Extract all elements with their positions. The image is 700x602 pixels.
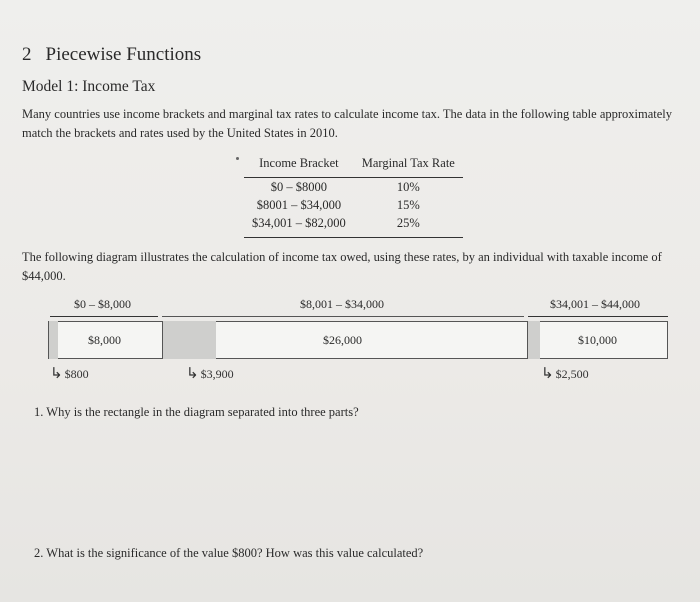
bracket-cell: $0 – $8000 xyxy=(270,180,327,194)
bracket-label-1: $0 – $8,000 xyxy=(74,297,131,311)
question-1: 1. Why is the rectangle in the diagram separated into three parts? xyxy=(34,405,359,419)
bullet-dot xyxy=(236,157,239,160)
table-header-row xyxy=(244,154,463,178)
bracket-label-3: $34,001 – $44,000 xyxy=(550,297,640,311)
tax-callout-1 xyxy=(50,364,89,382)
table-row xyxy=(244,178,463,197)
bracket-cell: $34,001 – $82,000 xyxy=(244,214,354,238)
segment-amount-1: $8,000 xyxy=(88,333,121,347)
question-2: 2. What is the significance of the value $800? How was this value calculated? xyxy=(34,546,424,560)
bracket-line-1 xyxy=(50,316,158,317)
tax-rate-table xyxy=(244,154,463,238)
corner-arrow-icon: ↳ xyxy=(186,364,199,382)
table-row xyxy=(244,214,463,238)
bracket-line-2 xyxy=(162,316,524,317)
column-header-income-bracket: Income Bracket xyxy=(244,154,354,178)
rate-cell: 15% xyxy=(396,198,420,212)
diagram-intro-paragraph: The following diagram illustrates the calculation of income tax owed, using these rates, by an individual with taxable income of $44,000. xyxy=(22,250,662,283)
segment-amount-3: $10,000 xyxy=(578,333,617,347)
intro-paragraph: Many countries use income brackets and marginal tax rates to calculate income tax. The data in the following table approximately match the brackets and rates used by the United States in 2010. xyxy=(22,107,673,140)
tax-amount-2: $3,900 xyxy=(200,367,234,381)
bracket-label-2: $8,001 – $34,000 xyxy=(300,297,384,311)
section-number: 2 xyxy=(22,44,32,65)
bracket-line-3 xyxy=(528,316,668,317)
tax-shade-3 xyxy=(528,321,540,359)
corner-arrow-icon: ↳ xyxy=(50,364,63,382)
model-title: Model 1: Income Tax xyxy=(22,78,156,95)
corner-arrow-icon: ↳ xyxy=(541,364,554,382)
segment-divider-2 xyxy=(527,321,528,359)
segment-divider-1 xyxy=(162,321,163,359)
bracket-cell: $8001 – $34,000 xyxy=(256,198,342,212)
tax-amount-3: $2,500 xyxy=(555,367,589,381)
rate-cell: 10% xyxy=(396,180,420,194)
section-heading xyxy=(22,44,201,66)
tax-callout-2 xyxy=(186,364,234,382)
section-title: Piecewise Functions xyxy=(45,44,202,65)
rate-cell: 25% xyxy=(354,214,463,238)
tax-callout-3 xyxy=(541,364,589,382)
tax-shade-1 xyxy=(49,321,58,359)
table-row xyxy=(244,196,463,214)
tax-amount-1: $800 xyxy=(64,367,89,381)
column-header-marginal-rate: Marginal Tax Rate xyxy=(354,154,463,178)
segment-amount-2: $26,000 xyxy=(323,333,362,347)
tax-shade-2 xyxy=(163,321,216,359)
